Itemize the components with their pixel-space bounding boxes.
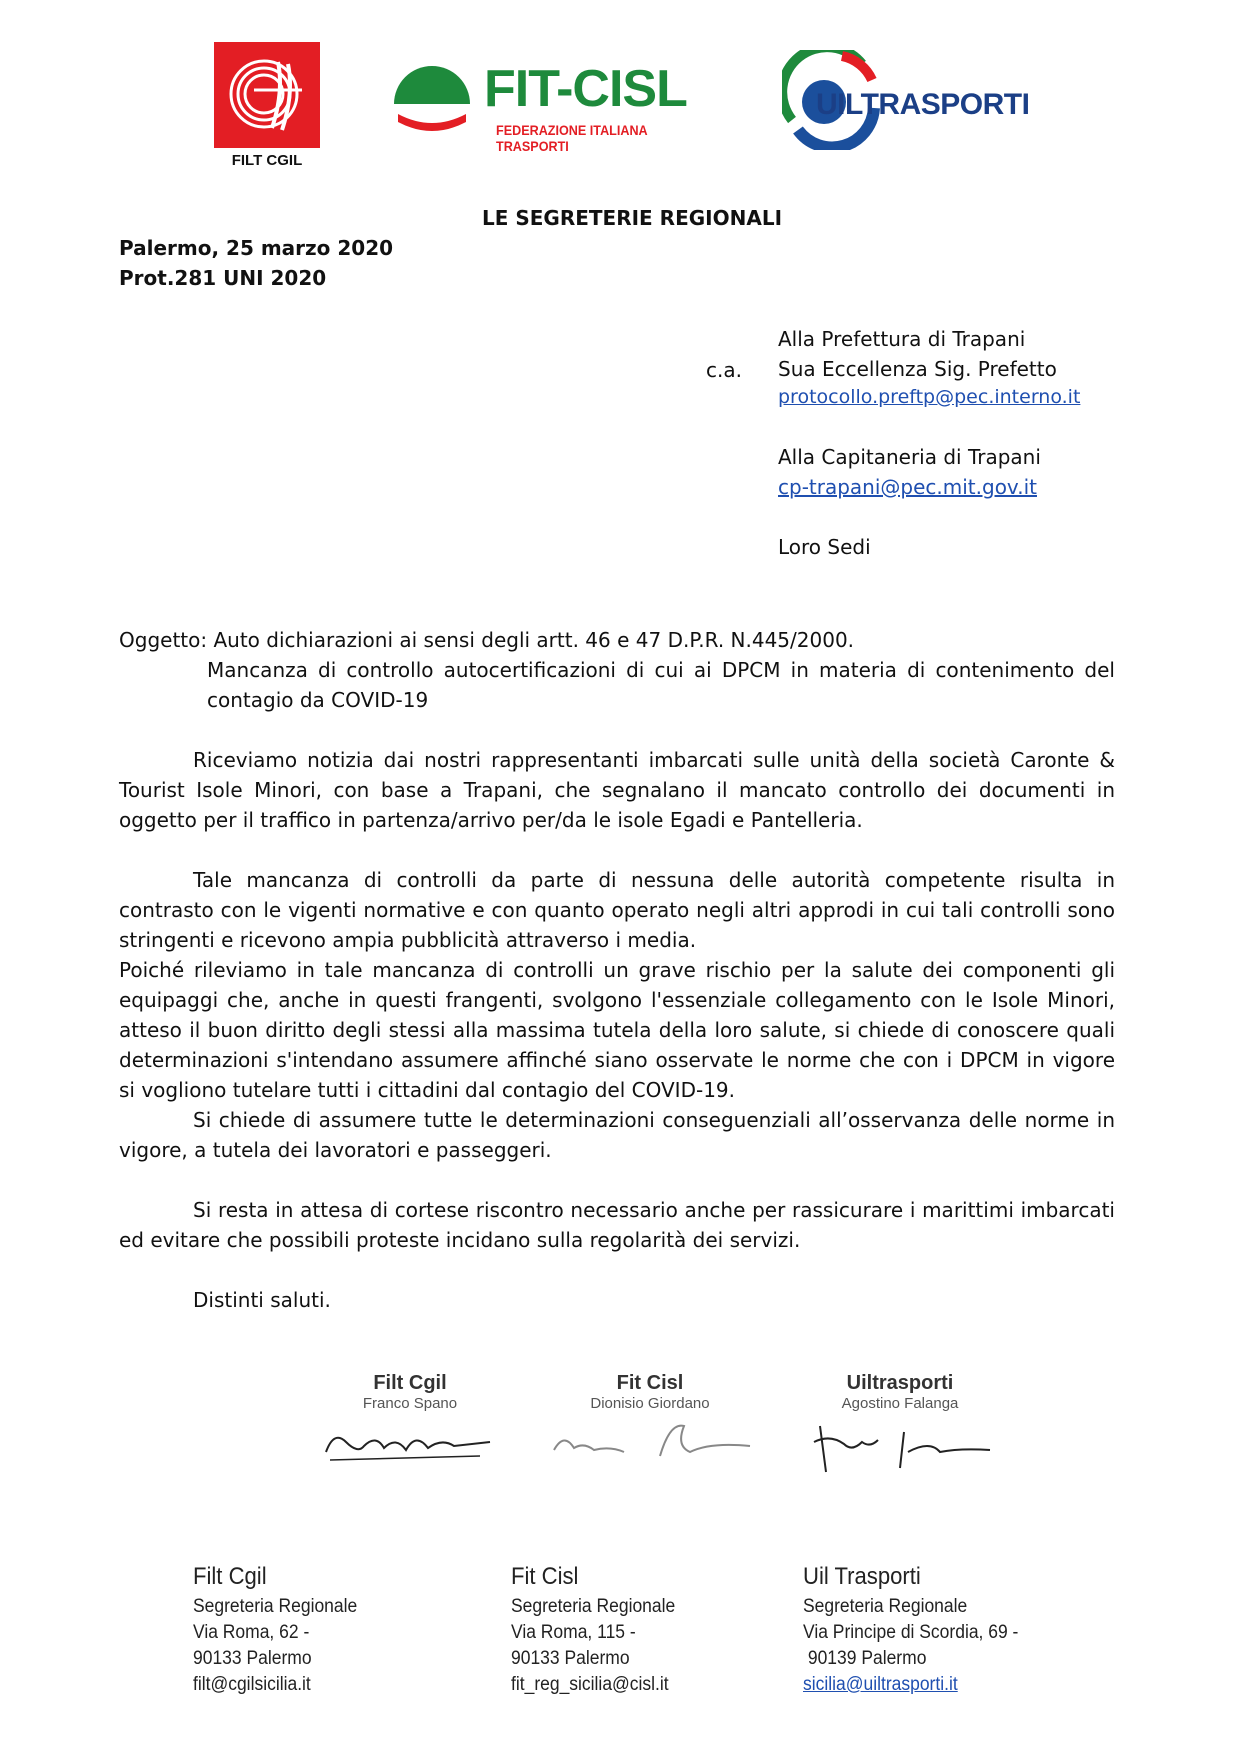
uiltrasporti-logo xyxy=(782,50,1062,150)
handwritten-signature-icon xyxy=(540,1412,760,1472)
footer-city: 90133 Palermo xyxy=(511,1648,630,1669)
footer-uil-trasporti xyxy=(803,1562,1018,1698)
subject-text-1: Auto dichiarazioni ai sensi degli artt. 46 e 47 D.P.R. N.445/2000. xyxy=(213,628,855,652)
closing-salutation: Distinti saluti. xyxy=(193,1288,331,1312)
recipient-capitaneria: Alla Capitaneria di Trapani xyxy=(778,445,1041,469)
signature-name: Dionisio Giordano xyxy=(590,1395,710,1412)
subject-line-1 xyxy=(119,625,1115,655)
footer-office: Segreteria Regionale xyxy=(511,1596,676,1617)
footer-email[interactable]: fit_reg_sicilia@cisl.it xyxy=(511,1674,669,1695)
signature-uiltrasporti xyxy=(800,1372,1000,1487)
footer-address: Via Roma, 62 - xyxy=(193,1622,310,1643)
footer-office: Segreteria Regionale xyxy=(803,1596,968,1617)
recipient-prefetto: Sua Eccellenza Sig. Prefetto xyxy=(778,357,1057,381)
filt-cgil-emblem-icon xyxy=(214,42,320,148)
footer-filt-cgil xyxy=(193,1562,357,1698)
footer-email[interactable]: sicilia@uiltrasporti.it xyxy=(803,1674,958,1695)
signature-fit-cisl xyxy=(540,1372,760,1477)
place-date: Palermo, 25 marzo 2020 xyxy=(119,236,394,260)
body-paragraph-5: Si resta in attesa di cortese riscontro necessario anche per rassicurare i marittimi imbarcati ed evitare che possibili proteste incidano sulla regolarità dei servizi. xyxy=(119,1198,1115,1252)
email-link-capitaneria[interactable]: cp-trapani@pec.mit.gov.it xyxy=(778,475,1037,499)
subject-text-2: Mancanza di controllo autocertificazioni di cui ai DPCM in materia di contenimento del contagio da COVID-19 xyxy=(207,658,1115,712)
signature-filt-cgil xyxy=(320,1372,500,1477)
fit-cisl-emblem-icon xyxy=(392,62,472,144)
footer-org: Filt Cgil xyxy=(193,1563,267,1590)
ca-label: c.a. xyxy=(706,358,742,382)
signature-org: Fit Cisl xyxy=(616,1372,684,1394)
body-paragraph-3: Poiché rileviamo in tale mancanza di controlli un grave rischio per la salute dei componenti gli equipaggi che, anche in questi frangenti, svolgono l'essenziale collegamento con le Isole Minori, atteso il buon diritto degli stessi alla massima tutela della loro salute, si chiede di conoscere quali determinazioni s'intendano assumere affinché siano osservate le norme che con i DPCM in vigore si vogliono tutelare tutti i cittadini dal contagio del COVID-19. xyxy=(119,958,1115,1102)
footer-org: Fit Cisl xyxy=(511,1563,579,1590)
protocol-number: Prot.281 UNI 2020 xyxy=(119,266,327,290)
signature-name: Franco Spano xyxy=(362,1395,458,1412)
footer-city: 90139 Palermo xyxy=(803,1648,927,1669)
body-paragraph-4: Si chiede di assumere tutte le determinazioni conseguenziali all’osservanza delle norme in vigore, a tutela dei lavoratori e passeggeri. xyxy=(119,1108,1115,1162)
fit-cisl-logo-subtitle: FEDERAZIONE ITALIANA TRASPORTI xyxy=(496,122,648,154)
recipient-block xyxy=(778,324,1158,562)
fit-cisl-logo xyxy=(392,60,732,154)
recipient-prefettura: Alla Prefettura di Trapani xyxy=(778,327,1026,351)
letter-body xyxy=(119,745,1115,1315)
uiltrasporti-logo-text: UILTRASPORTI xyxy=(816,88,1030,121)
body-paragraph-2: Tale mancanza di controlli da parte di nessuna delle autorità competente risulta in contrasto con le vigenti normative e con quanto operato negli altri approdi in cui tali controlli sono stringenti e ricevono ampia pubblicità attraverso i media. xyxy=(119,868,1115,952)
footer-address: Via Roma, 115 - xyxy=(511,1622,636,1643)
body-paragraph-1: Riceviamo notizia dai nostri rappresentanti imbarcati sulle unità della società Caronte & Tourist Isole Minori, con base a Trapani, che segnalano il mancato controllo dei documenti in oggetto per il traffico in partenza/arrivo per/da le isole Egadi e Pantelleria. xyxy=(119,748,1115,832)
filt-cgil-logo xyxy=(214,42,320,170)
fit-cisl-logo-text: FIT-CISL xyxy=(484,60,687,118)
handwritten-signature-icon xyxy=(320,1412,500,1472)
subject-block xyxy=(119,625,1115,715)
footer-office: Segreteria Regionale xyxy=(193,1596,358,1617)
signature-org: Filt Cgil xyxy=(373,1372,447,1394)
recipient-loro-sedi: Loro Sedi xyxy=(778,535,871,559)
signature-org: Uiltrasporti xyxy=(846,1372,954,1394)
filt-cgil-logo-text: FILT CGIL xyxy=(231,152,303,169)
email-link-prefettura[interactable]: protocollo.preftp@pec.interno.it xyxy=(778,386,1081,408)
signature-name: Agostino Falanga xyxy=(841,1395,959,1412)
subject-label: Oggetto: xyxy=(119,628,208,652)
signature-block xyxy=(320,1372,1020,1492)
letter-title: LE SEGRETERIE REGIONALI xyxy=(482,206,783,230)
footer-city: 90133 Palermo xyxy=(193,1648,312,1669)
footer-email[interactable]: filt@cgilsicilia.it xyxy=(193,1674,311,1695)
footer-fit-cisl xyxy=(511,1562,675,1698)
footer-address: Via Principe di Scordia, 69 - xyxy=(803,1622,1019,1643)
footer-org: Uil Trasporti xyxy=(803,1563,921,1590)
handwritten-signature-icon xyxy=(800,1412,1000,1482)
